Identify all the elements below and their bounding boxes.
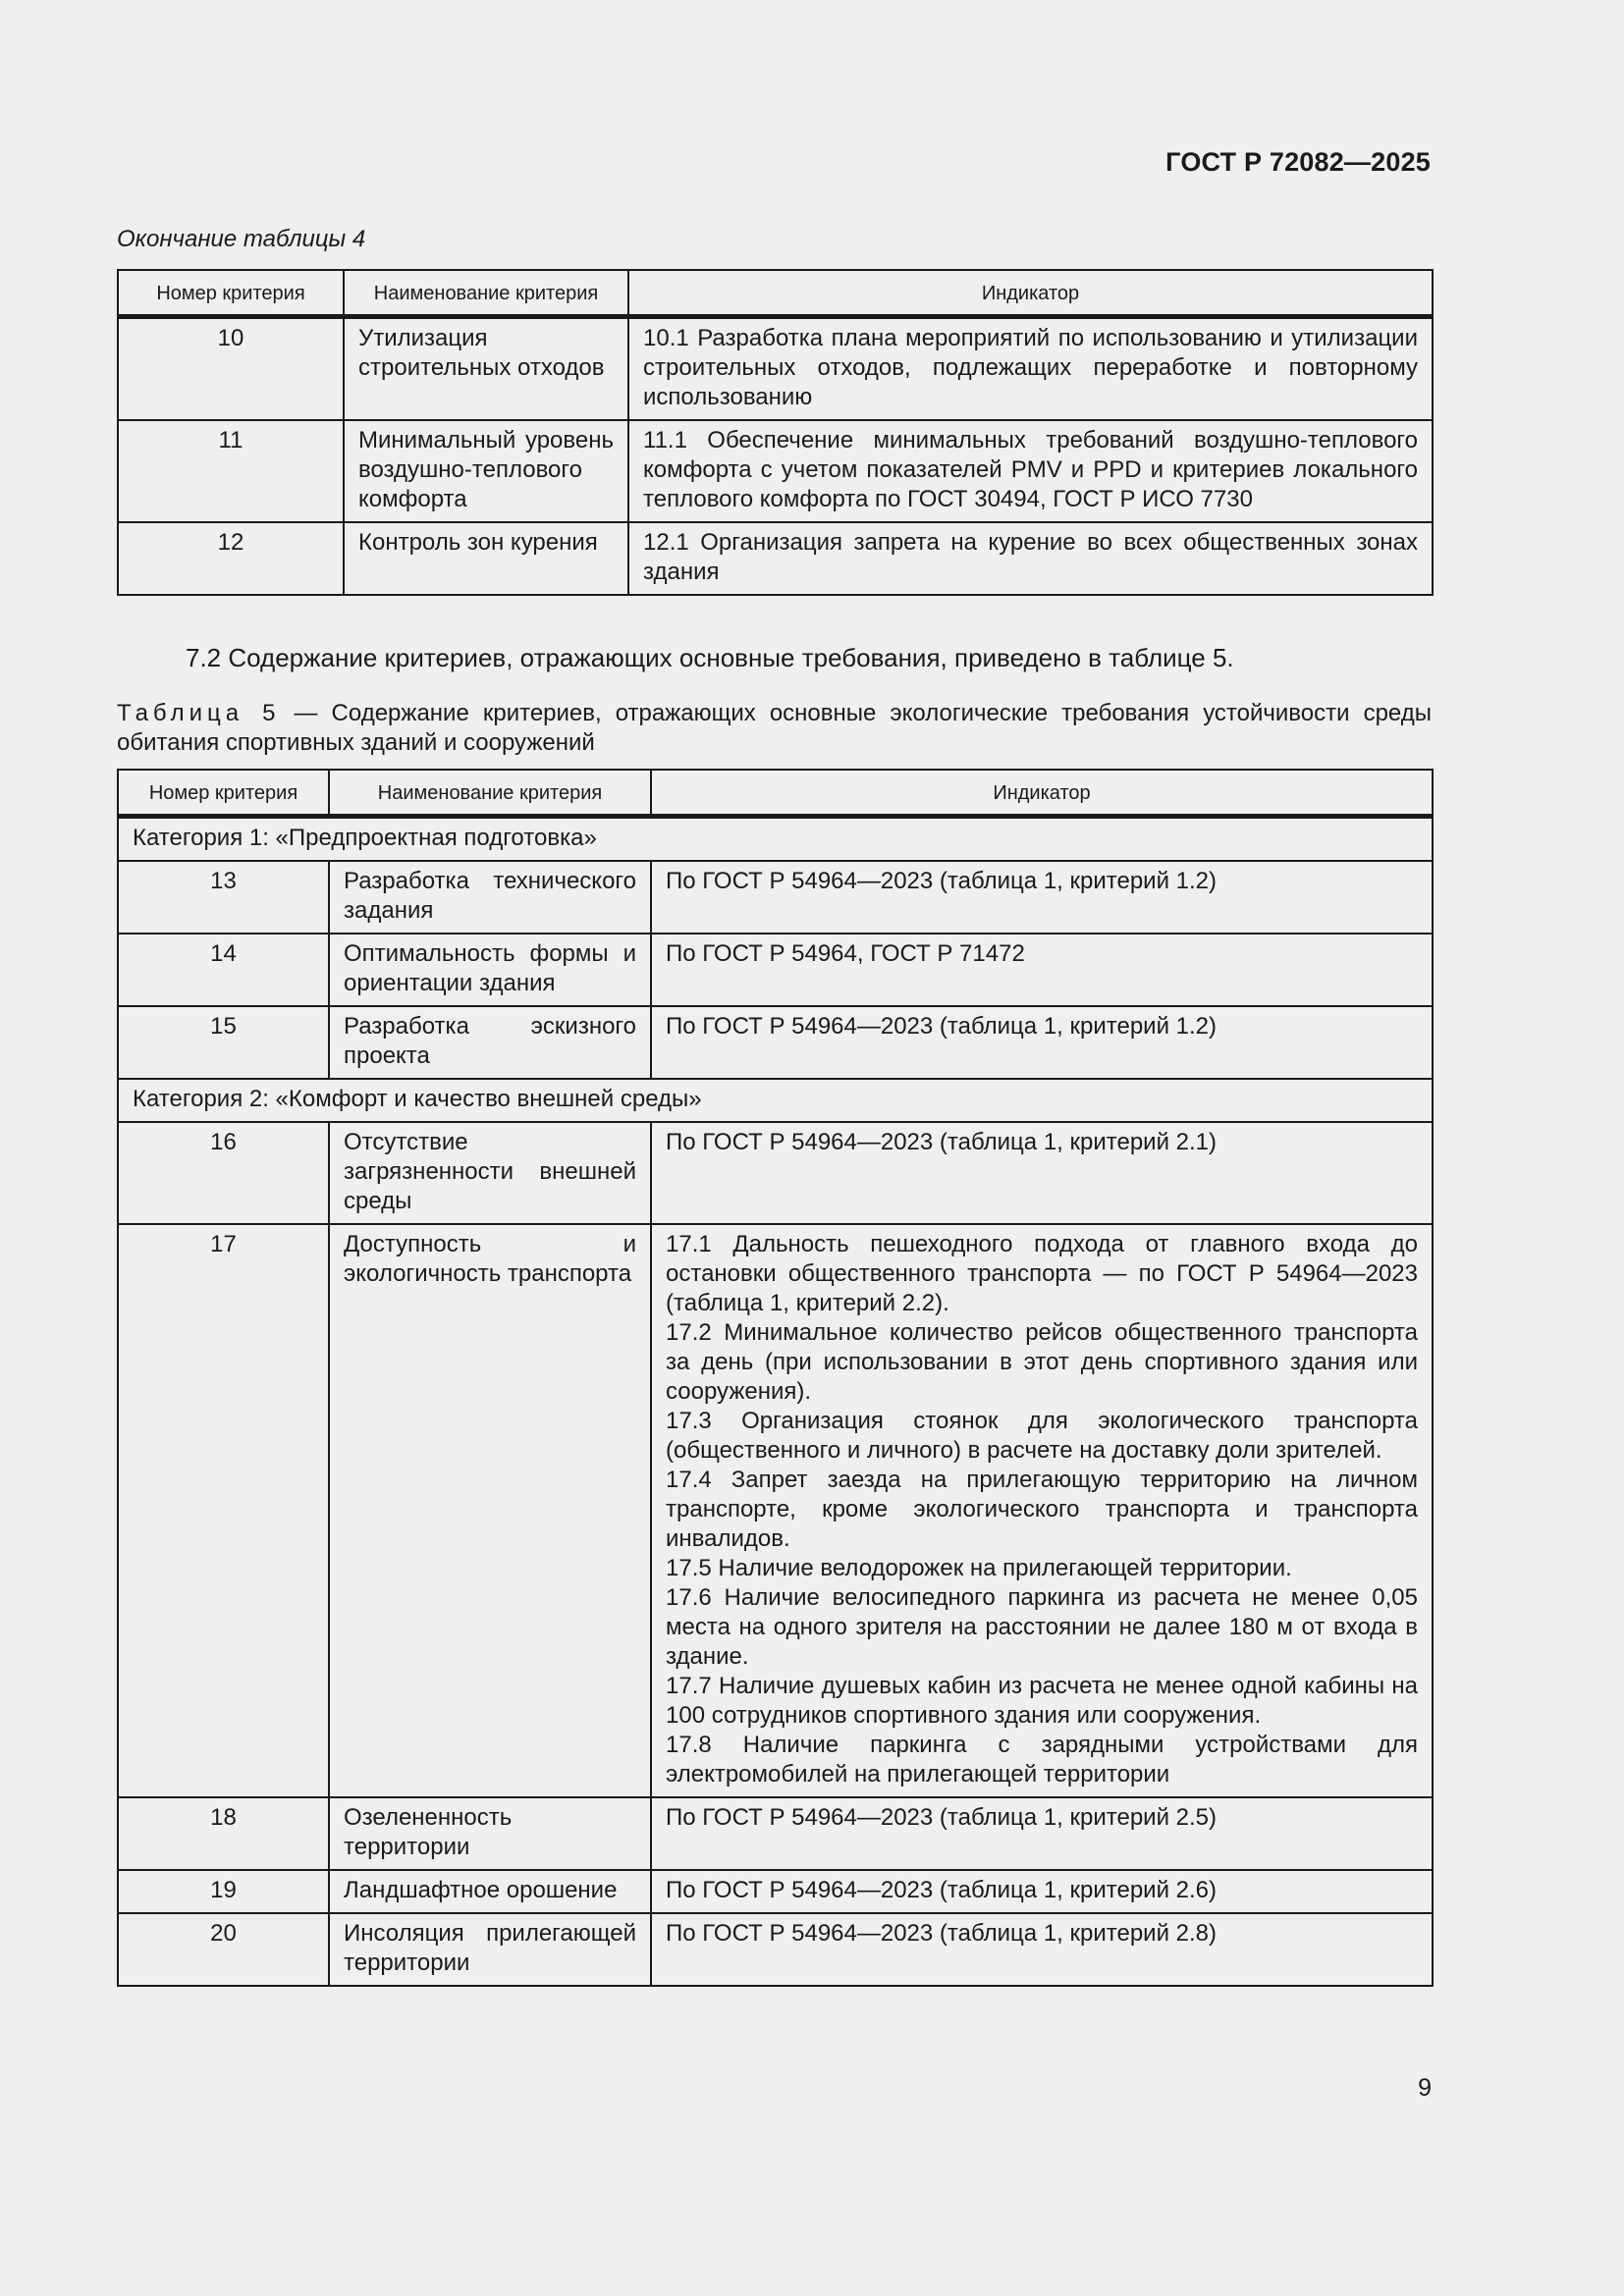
criterion-number: 17 bbox=[118, 1224, 329, 1797]
table-row bbox=[118, 861, 1433, 934]
table-row bbox=[118, 1797, 1433, 1870]
criterion-name: Отсутствие загрязненности внешней среды bbox=[329, 1122, 651, 1224]
criterion-number: 18 bbox=[118, 1797, 329, 1870]
criterion-indicator: По ГОСТ Р 54964—2023 (таблица 1, критерий 2.5) bbox=[651, 1797, 1433, 1870]
table-row bbox=[118, 522, 1433, 595]
table5-caption-text: — Содержание критериев, отражающих основные экологические требования устойчивости среды обитания спортивных зданий и сооружений bbox=[117, 700, 1432, 756]
table-row bbox=[118, 1870, 1433, 1913]
criterion-number: 14 bbox=[118, 934, 329, 1006]
indicator-item: 17.8 Наличие паркинга с зарядными устройствами для электромобилей на прилегающей территории bbox=[666, 1732, 1418, 1788]
table5-caption-label: Таблица 5 bbox=[117, 700, 281, 726]
table-row bbox=[118, 934, 1433, 1006]
criterion-indicator: 10.1 Разработка плана мероприятий по использованию и утилизации строительных отходов, подлежащих переработке и повторному использованию bbox=[628, 317, 1433, 421]
criterion-name: Озелененность территории bbox=[329, 1797, 651, 1870]
table-row bbox=[118, 1006, 1433, 1079]
criterion-indicator-list bbox=[651, 1224, 1433, 1797]
criterion-name: Контроль зон курения bbox=[344, 522, 628, 595]
criterion-indicator: По ГОСТ Р 54964—2023 (таблица 1, критерий 1.2) bbox=[651, 861, 1433, 934]
criterion-number: 12 bbox=[118, 522, 344, 595]
column-header: Индикатор bbox=[651, 770, 1433, 817]
table4-continuation-caption: Окончание таблицы 4 bbox=[117, 226, 366, 252]
table4 bbox=[117, 269, 1434, 596]
indicator-item: 17.6 Наличие велосипедного паркинга из расчета не менее 0,05 места на одного зрителя на расстоянии не далее 180 м от входа в здание. bbox=[666, 1584, 1418, 1670]
column-header: Номер критерия bbox=[118, 770, 329, 817]
criterion-number: 10 bbox=[118, 317, 344, 421]
criterion-name: Утилизация строительных отходов bbox=[344, 317, 628, 421]
criterion-name: Разработка технического задания bbox=[329, 861, 651, 934]
criterion-indicator: По ГОСТ Р 54964, ГОСТ Р 71472 bbox=[651, 934, 1433, 1006]
criterion-number: 11 bbox=[118, 420, 344, 522]
table-row bbox=[118, 1224, 1433, 1797]
indicator-item: 17.2 Минимальное количество рейсов общественного транспорта за день (при использовании в этот день спортивного здания или сооружения). bbox=[666, 1319, 1418, 1405]
criterion-number: 13 bbox=[118, 861, 329, 934]
indicator-item: 17.5 Наличие велодорожек на прилегающей территории. bbox=[666, 1555, 1292, 1581]
category-1-label: Категория 1: «Предпроектная подготовка» bbox=[118, 817, 1433, 862]
indicator-item: 17.7 Наличие душевых кабин из расчета не менее одной кабины на 100 сотрудников спортивного здания или сооружения. bbox=[666, 1673, 1418, 1729]
criterion-name: Доступность и экологичность транспорта bbox=[329, 1224, 651, 1797]
criterion-name: Инсоляция прилегающей территории bbox=[329, 1913, 651, 1986]
criterion-name: Оптимальность формы и ориентации здания bbox=[329, 934, 651, 1006]
criterion-indicator: По ГОСТ Р 54964—2023 (таблица 1, критерий 2.8) bbox=[651, 1913, 1433, 1986]
category-row bbox=[118, 1079, 1433, 1122]
table5-caption bbox=[117, 699, 1432, 758]
table-row bbox=[118, 1913, 1433, 1986]
column-header: Наименование критерия bbox=[344, 270, 628, 317]
indicator-item: 17.3 Организация стоянок для экологического транспорта (общественного и личного) в расчете на доставку доли зрителей. bbox=[666, 1408, 1418, 1464]
criterion-indicator: По ГОСТ Р 54964—2023 (таблица 1, критерий 1.2) bbox=[651, 1006, 1433, 1079]
criterion-name: Ландшафтное орошение bbox=[329, 1870, 651, 1913]
table5-header-row bbox=[118, 770, 1433, 817]
criterion-name: Минимальный уровень воздушно-теплового комфорта bbox=[344, 420, 628, 522]
table4-header-row bbox=[118, 270, 1433, 317]
criterion-number: 19 bbox=[118, 1870, 329, 1913]
category-2-label: Категория 2: «Комфорт и качество внешней среды» bbox=[118, 1079, 1433, 1122]
column-header: Индикатор bbox=[628, 270, 1433, 317]
table-row bbox=[118, 420, 1433, 522]
criterion-indicator: По ГОСТ Р 54964—2023 (таблица 1, критерий 2.6) bbox=[651, 1870, 1433, 1913]
table-row bbox=[118, 1122, 1433, 1224]
criterion-indicator: По ГОСТ Р 54964—2023 (таблица 1, критерий 2.1) bbox=[651, 1122, 1433, 1224]
criterion-number: 16 bbox=[118, 1122, 329, 1224]
criterion-name: Разработка эскизного проекта bbox=[329, 1006, 651, 1079]
document-code: ГОСТ Р 72082—2025 bbox=[1165, 147, 1431, 177]
category-row bbox=[118, 817, 1433, 862]
criterion-number: 15 bbox=[118, 1006, 329, 1079]
criterion-indicator: 12.1 Организация запрета на курение во всех общественных зонах здания bbox=[628, 522, 1433, 595]
criterion-number: 20 bbox=[118, 1913, 329, 1986]
table-row bbox=[118, 317, 1433, 421]
criterion-indicator: 11.1 Обеспечение минимальных требований воздушно-теплового комфорта с учетом показателей PMV и PPD и критериев локального теплового комфорта по ГОСТ 30494, ГОСТ Р ИСО 7730 bbox=[628, 420, 1433, 522]
column-header: Номер критерия bbox=[118, 270, 344, 317]
table5 bbox=[117, 769, 1434, 1987]
indicator-item: 17.1 Дальность пешеходного подхода от главного входа до остановки общественного транспорта — по ГОСТ Р 54964—2023 (таблица 1, критерий 2.2). bbox=[666, 1231, 1418, 1316]
paragraph-7-2: 7.2 Содержание критериев, отражающих основные требования, приведено в таблице 5. bbox=[186, 643, 1234, 672]
column-header: Наименование критерия bbox=[329, 770, 651, 817]
indicator-item: 17.4 Запрет заезда на прилегающую территорию на личном транспорте, кроме экологического транспорта и транспорта инвалидов. bbox=[666, 1467, 1418, 1552]
page-number: 9 bbox=[1418, 2074, 1432, 2102]
